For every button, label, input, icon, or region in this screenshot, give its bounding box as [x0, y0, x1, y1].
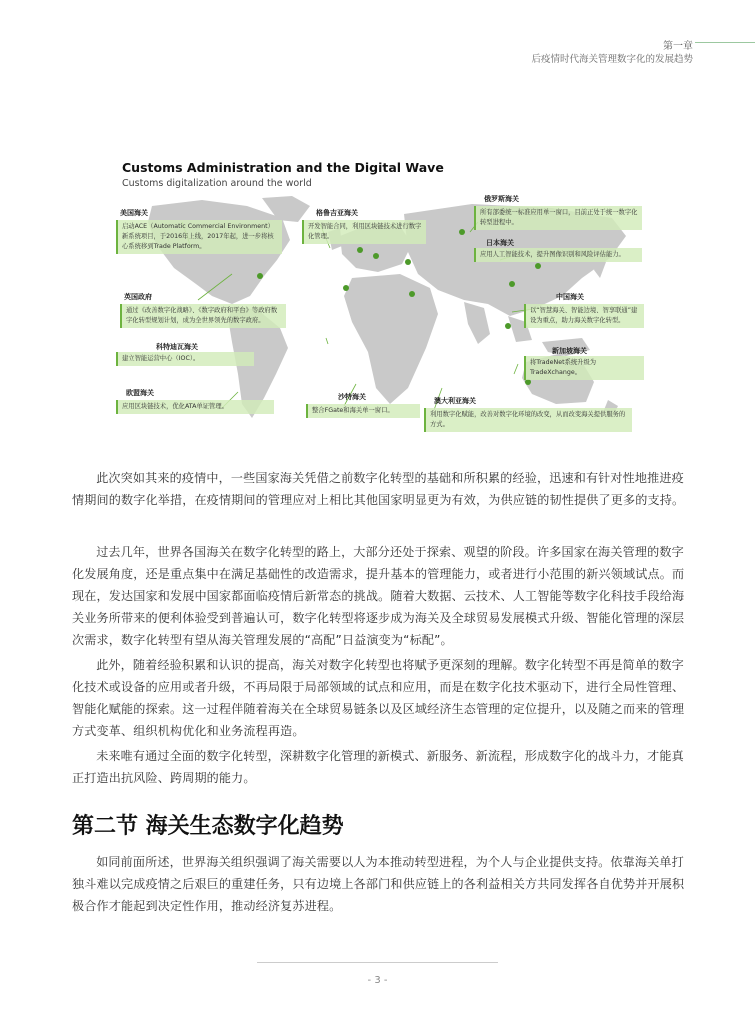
paragraph-1: 此次突如其来的疫情中，一些国家海关凭借之前数字化转型的基础和所积累的经验，迅速和有针对性地推进疫情期间的数字化举措，在疫情期间的管理应对上相比其他国家明显更为有效，为供应链的韧性提供了更多的支持。 — [72, 471, 685, 507]
section-paragraph: 如同前面所述，世界海关组织强调了海关需要以人为本推动转型进程，为个人与企业提供支持。依靠海关单打独斗难以完成疫情之后艰巨的重建任务，只有边境上各部门和供应链上的各利益相关方共同发挥各自优势并开展积极合作才能起到决定性作用，推动经济复苏进程。 — [72, 855, 685, 913]
callout-label-eu: 欧盟海关 — [126, 389, 154, 397]
paragraph-4: 未来唯有通过全面的数字化转型，深耕数字化管理的新模式、新服务、新流程，形成数字化的战斗力，才能真正打造出抗风险、跨周期的能力。 — [72, 749, 684, 785]
callout-japan: 应用人工智能技术，提升图像识别和风险评估能力。 — [474, 248, 642, 262]
marker-cote-divoire — [343, 285, 349, 291]
callout-georgia: 开发智能合同，利用区块链技术进行数字化管理。 — [302, 220, 426, 244]
figure-subtitle: Customs digitalization around the world — [122, 178, 312, 189]
footer-rule — [257, 962, 498, 963]
marker-singapore — [505, 323, 511, 329]
marker-uk — [357, 247, 363, 253]
section-title: 第二节 海关生态数字化趋势 — [72, 814, 344, 839]
callout-label-australia: 澳大利亚海关 — [434, 397, 476, 405]
callout-cote-divoire: 建立智能运营中心（IOC）。 — [116, 352, 254, 366]
marker-eu — [373, 253, 379, 259]
header-subtitle: 后疫情时代海关管理数字化的发展趋势 — [531, 54, 693, 65]
world-map-figure — [112, 152, 652, 437]
callout-label-saudi: 沙特海关 — [338, 393, 366, 401]
callout-usa: 启动ACE（Automatic Commercial Environment）新系统项目，于2016年上线，2017年起，进一步将核心系统移到Trade Platform。 — [116, 220, 282, 254]
marker-saudi — [409, 291, 415, 297]
callout-label-singapore: 新加坡海关 — [552, 347, 587, 355]
callout-australia: 利用数字化赋能，改善对数字化环境的改变，从而改变海关提供服务的方式。 — [424, 408, 632, 432]
callout-singapore: 将TradeNet系统升级为TradeXchange。 — [524, 356, 644, 380]
header-rule — [695, 42, 755, 43]
paragraph-2: 过去几年，世界各国海关在数字化转型的路上，大部分还处于探索、观望的阶段。许多国家在海关管理的数字化发展角度，还是重点集中在满足基础性的改造需求，提升基本的管理能力，或者进行小范围的新兴领域试点。而现在，发达国家和发展中国家都面临疫情后新常态的挑战。随着大数据、云技术、人工智能等数字化科技手段给海关业务所带来的便利体验受到普遍认可，数字化转型将逐步成为海关及全球贸易发展模式升级、智能化管理的深层次需求，数字化转型有望从海关管理发展的“高配”日益演变为“标配”。 — [72, 545, 685, 647]
callout-label-china: 中国海关 — [556, 293, 584, 301]
callout-label-japan: 日本海关 — [486, 239, 514, 247]
callout-uk: 通过《改善数字化战略》、《数字政府和平台》等政府数字化转型规划计划，成为全世界领先的数字政府。 — [120, 304, 286, 328]
marker-usa — [257, 273, 263, 279]
callout-label-russia: 俄罗斯海关 — [484, 195, 519, 203]
callout-russia: 所有部委统一标准应用单一窗口，目前正处于统一数字化转型进程中。 — [474, 206, 642, 230]
marker-china — [509, 281, 515, 287]
header-chapter: 第一章 — [663, 41, 693, 52]
page-number: - 3 - — [367, 975, 388, 986]
marker-japan — [535, 263, 541, 269]
callout-saudi: 整合FGate和海关单一窗口。 — [306, 404, 420, 418]
figure-title: Customs Administration and the Digital Wave — [122, 160, 444, 175]
callout-label-cote-divoire: 科特迪瓦海关 — [156, 343, 198, 351]
callout-label-georgia: 格鲁吉亚海关 — [316, 209, 358, 217]
callout-china: 以“智慧海关、智能边境、智享联通”建设为重点，助力海关数字化转型。 — [524, 304, 644, 328]
marker-georgia — [405, 259, 411, 265]
paragraph-3: 此外，随着经验积累和认识的提高，海关对数字化转型也将赋予更深刻的理解。数字化转型不再是简单的数字化技术或设备的应用或者升级，不再局限于局部领域的试点和应用，而是在数字化技术驱动下，进行全局性管理、智能化赋能的探索。这一过程伴随着海关在全球贸易链条以及区域经济生态管理的定位提升，以及随之而来的管理方式变革、组织机构优化和业务流程再造。 — [72, 658, 685, 738]
callout-label-usa: 美国海关 — [120, 209, 148, 217]
marker-russia — [459, 229, 465, 235]
callout-eu: 应用区块链技术，优化ATA单证管理。 — [116, 400, 274, 414]
callout-label-uk: 英国政府 — [124, 293, 152, 301]
